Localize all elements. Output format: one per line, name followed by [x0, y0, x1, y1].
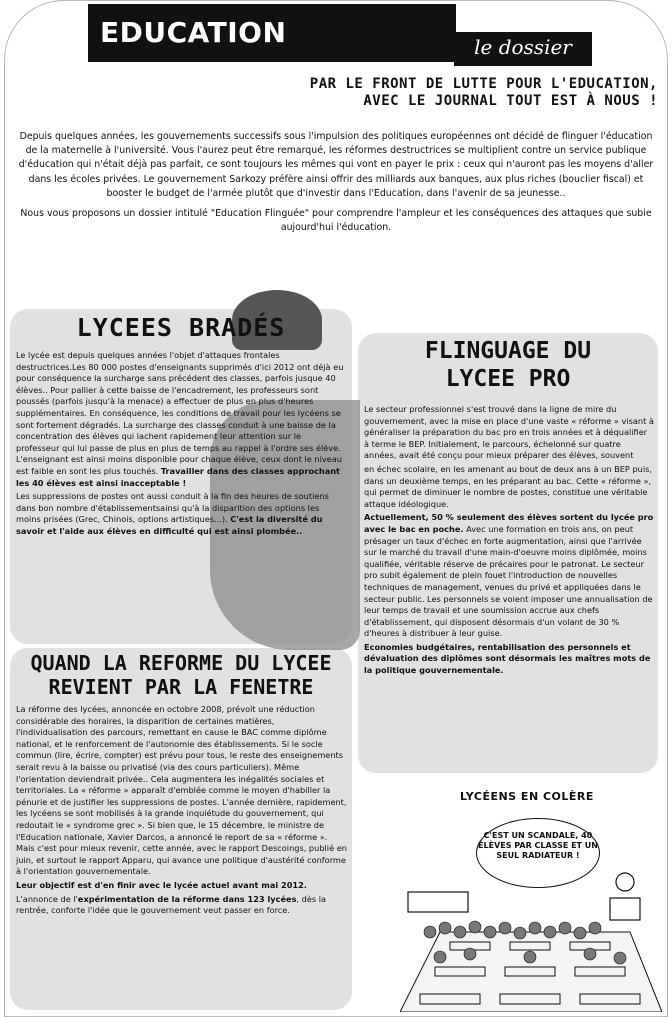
reforme-title-line-2: REVIENT PAR LA FENETRE — [48, 675, 314, 699]
lycee-pro-title-line-1: FLINGUAGE DU — [424, 338, 592, 364]
masthead-subtitle: le dossier — [454, 32, 592, 66]
cartoon-drawing — [400, 782, 662, 1012]
lycee-pro-paragraph-2: en échec scolaire, en les amenant au bout de deux ans à un BEP puis, dans un deuxième temps, en les préparant au bac. Cette « réforme », qui permet de diminuer le nombre de postes, constitue une véritable attaque idéologique. — [364, 463, 652, 509]
intro — [16, 130, 656, 241]
reforme-paragraph-3-start: L'annonce de l' — [16, 893, 78, 904]
lycee-pro-paragraph-4-bold: Economies budgétaires, rentabilisation des personnels et dévaluation des diplômes sont désormais les maîtres mots de la politique gouvernementale. — [364, 641, 651, 676]
lycee-pro-paragraph-3: Avec une formation en trois ans, on peut présager un taux d'échec en forte augmentation, ainsi que l'arrivée sur le marché du travail d'une main-d'oeuvre moins diplômée, moins qualifiée, véritable réserve de précaires pour le patronat. Le secteur pro subit également de plein fouet l'introduction de nouvelles techniques de management, venues du privé et appliquées dans le secteur public. Les personnels se voient imposer une annualisation de leur temps de travail et une soumission accrue aux chefs d'établissement, qui disposent désormais d'un volant de 30 % d'heures à distribuer à leur guise. — [364, 523, 653, 639]
lycee-pro-paragraph-1: Le secteur professionnel s'est trouvé dans la ligne de mire du gouvernement, avec la mise en place d'une vaste « réforme » visant à généraliser la préparation du bac pro en trois années et à déqualifier à terme le BEP. Initialement, le parcours, échelonné sur quatre années, avait été conçu pour mieux préparer des élèves, souvent — [364, 404, 654, 461]
reforme-paragraph-3-bold: expérimentation de la réforme dans 123 lycées — [77, 893, 297, 904]
article-body-lycees — [16, 350, 346, 540]
reforme-paragraph-1: La réforme des lycées, annoncée en octobre 2008, prévoit une réduction considérable des horaires, la disparition de certaines matières, l'individualisation des parcours, remettant en cause le BAC comme diplôme national, et le renforcement de l'autonomie des établissements. Si le socle commun (lire, écrire, compter) est prévu pour tous, le reste des enseignements serait revu à la baisse ou privatisé (via des cours particuliers). Même l'orientation deviendrait privée.. Cela augmentera les inégalités sociales et territoriales. La « réforme » apparaît d'emblée comme le moyen d'habiller la pénurie et de justifier les suppressions de postes. L'année dernière, rapidement, les lycéens se sont mobilisés à la grande inquiétude du gouvernement, qui redoutait le « syndrome grec ». Si bien que, le 15 décembre, le ministre de l'Education nationale, Xavier Darcos, a annoncé le report de sa « réforme ». Mais c'est pour mieux revenir, cette année, avec le rapport Descoings, publié en juin, et surtout le rapport Apparu, qui avance une politique d'austérité conforme à l'orientation gouvernementale. — [16, 704, 347, 877]
reforme-title-line-1: QUAND LA REFORME DU LYCEE — [30, 651, 332, 675]
masthead-title: EDUCATION FLINGUEE, — [88, 4, 456, 62]
article-title-reforme — [10, 651, 352, 699]
cartoon — [400, 782, 662, 1012]
cartoon-speech-bubble: C'EST UN SCANDALE, 40 ÉLÈVES PAR CLASSE ET UN SEUL RADIATEUR ! — [476, 818, 600, 888]
lycees-paragraph-1: Le lycée est depuis quelques années l'objet d'attaques frontales destructrices.Les 80 000 postes d'enseignants supprimés d'ici 2012 ont déjà eu pour conséquence la surcharge sans précédent des classes, parfois jusque 40 élèves.. Pour pallier à cette baisse de l'encadrement, les professeurs sont poussés (parfois jusqu'à la menace) a effectuer de plus en plus d'heures supplémentaires. En conséquence, les conditions de travail pour les lycéens se sont fortement dégradés. La surcharge des classes conduit à une baisse de la concentration des élèves qui lachent rapidement leur attention sur le professeur qui lui passe de plus en plus de temps au rappel à l'ordre ses élève. L'enseignant est ainsi moins disponible pour chaque élève, ceux dont le niveau est faible en sont les plus touchés. — [16, 350, 344, 476]
tagline-line-2: AVEC LE JOURNAL TOUT EST À NOUS ! — [363, 93, 658, 109]
lycees-paragraph-2: Les suppressions de postes ont aussi conduit à la fin des heures de soutiens dans bon nombre d'établissementsainsi qu'à la disparition des options les moins prisées (Grec, Chinois, options artistiques...). — [16, 491, 329, 525]
intro-paragraph-1: Depuis quelques années, les gouvernements successifs sous l'impulsion des politiques européennes ont décidé de flinguer l'éducation de la maternelle à l'université. Vous l'aurez peut être remarqué, les réformes destructrices se multiplient contre un service publique d'éducation qui n'était déjà pas parfait, ce sont toujours les mêmes qui vont en payer le prix : ceux qui n'auront pas les moyens d'aller dans les écoles privées. Le gouvernement Sarkozy préfère ainsi offrir des milliards aux banques, aux plus riches (bouclier fiscal) et booster le budget de l'armée plutôt que d'investir dans l'Education, dans l'avenir de sa jeunesse.. — [18, 131, 654, 199]
lycee-pro-paragraph-3-bold: Actuellement, 50 % seulement des élèves sortent du lycée pro avec le bac en poche. — [364, 512, 654, 534]
tagline — [238, 76, 658, 110]
cartoon-title: LYCÉENS EN COLÈRE — [460, 790, 594, 803]
lycee-pro-title-line-2: LYCEE PRO — [445, 366, 571, 392]
reforme-paragraph-3-end: , dès la rentrée, conforte l'idée que le gouvernement veut passer en force. — [16, 893, 327, 916]
reforme-paragraph-2-bold: Leur objectif est d'en finir avec le lycée actuel avant mai 2012. — [16, 879, 307, 890]
intro-paragraph-2: Nous vous proposons un dossier intitulé "Education Flinguée" pour comprendre l'ampleur et les conséquences des attaques que subie aujourd'hui l'éducation. — [20, 208, 652, 234]
article-body-lycee-pro — [364, 404, 654, 679]
lycees-paragraph-2-bold: C'est la diversité du savoir et l'aide aux élèves en difficulté qui est ainsi plombée.. — [16, 514, 323, 536]
article-title-lycee-pro — [358, 337, 658, 393]
tagline-line-1: PAR LE FRONT DE LUTTE POUR L'EDUCATION, — [309, 76, 658, 92]
lycees-paragraph-1-bold: Travailler dans des classes approchant les 40 élèves est ainsi inacceptable ! — [16, 465, 340, 488]
article-body-reforme — [16, 704, 348, 919]
article-title-lycees: LYCEES BRADÉS — [76, 313, 286, 342]
